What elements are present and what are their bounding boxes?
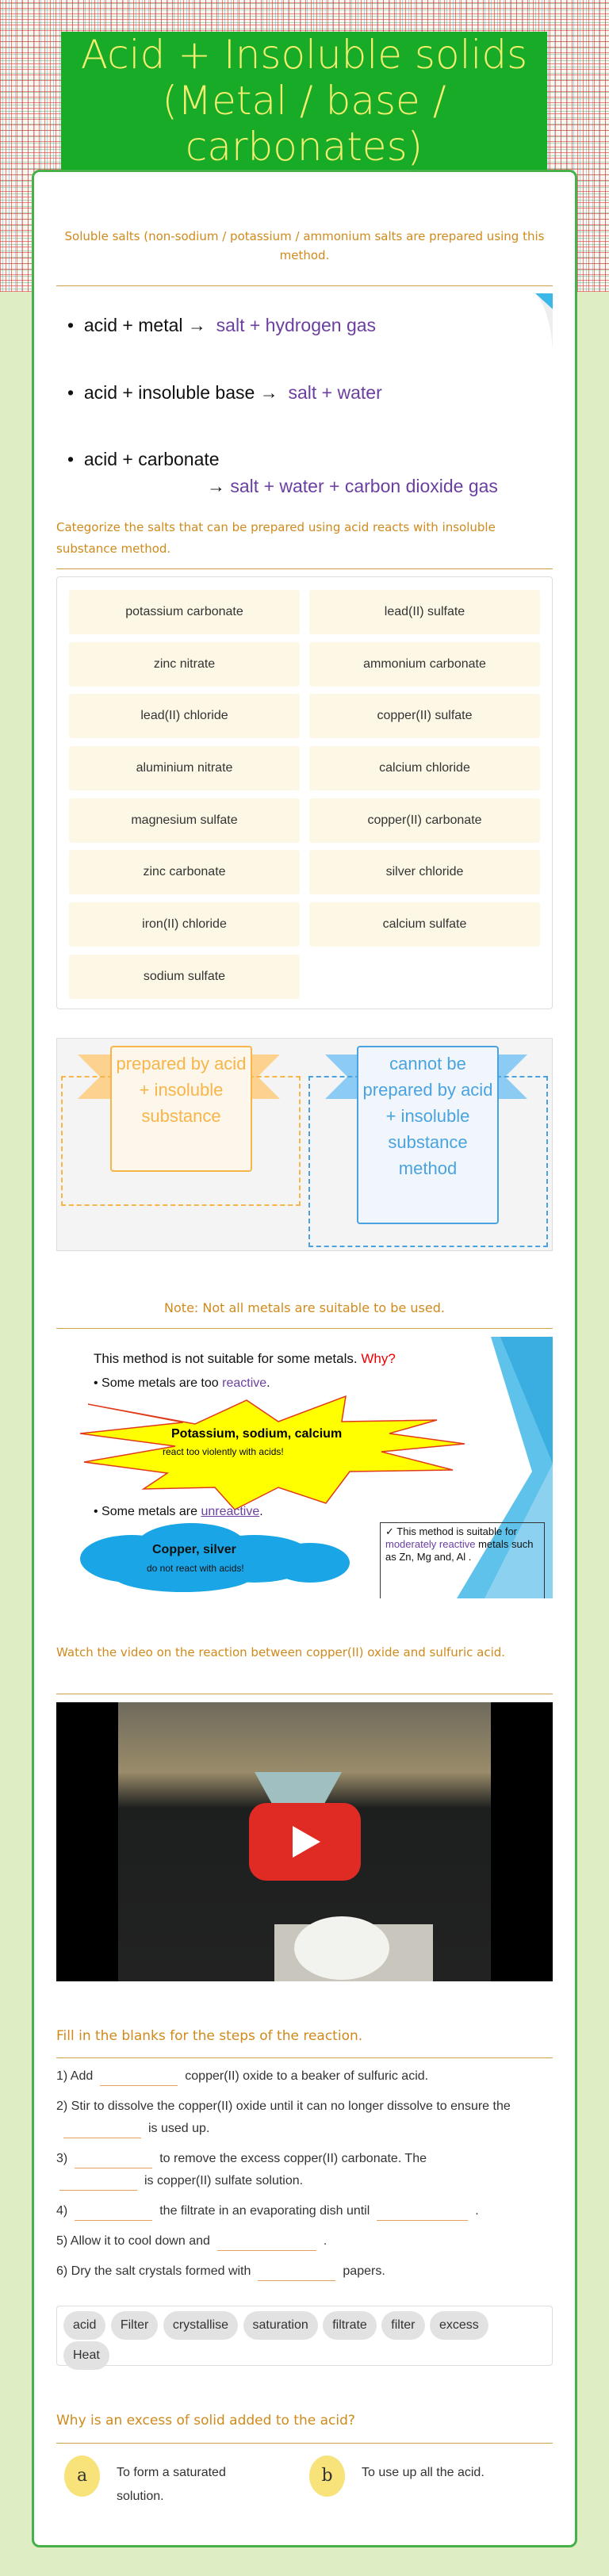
divider — [56, 1328, 553, 1329]
video-player[interactable] — [56, 1702, 553, 1981]
bucket-label-cannot: cannot be prepared by acid + insoluble substance method — [357, 1046, 499, 1224]
intro-heading: Soluble salts (non-sodium / potassium / ammonium salts are prepared using this method. — [64, 229, 545, 262]
metals-slide-image — [56, 1337, 553, 1598]
step-4: 4) the filtrate in an evaporating dish until . — [56, 2200, 553, 2222]
salt-card[interactable]: copper(II) carbonate — [309, 798, 540, 843]
salt-card[interactable]: potassium carbonate — [69, 590, 300, 634]
option-b-badge[interactable]: b — [309, 2455, 345, 2497]
salt-card[interactable]: lead(II) chloride — [69, 694, 300, 738]
salt-card[interactable]: sodium sulfate — [69, 955, 300, 999]
video-heading: Watch the video on the reaction between copper(II) oxide and sulfuric acid. — [56, 1645, 506, 1659]
salt-card[interactable]: copper(II) sulfate — [309, 694, 540, 738]
question-heading: Why is an excess of solid added to the acid? — [56, 2413, 355, 2429]
salt-card[interactable]: magnesium sulfate — [69, 798, 300, 843]
word-bank — [56, 2306, 553, 2366]
slide-bullet-unreactive: • Some metals are unreactive. — [94, 1505, 263, 1518]
blank-input[interactable] — [75, 2153, 152, 2168]
salt-card[interactable]: calcium sulfate — [309, 902, 540, 947]
cloud-title: Copper, silver — [152, 1543, 236, 1556]
word-chip[interactable]: crystallise — [163, 2311, 238, 2340]
salt-card[interactable]: lead(II) sulfate — [309, 590, 540, 634]
divider — [56, 568, 553, 569]
divider — [56, 285, 553, 286]
fill-in-blanks — [56, 2065, 553, 2291]
categorize-heading: Categorize the salts that can be prepared using acid reacts with insoluble substance method. — [56, 520, 496, 556]
blank-input[interactable] — [100, 2070, 178, 2086]
equations-image — [56, 293, 553, 496]
category-buckets — [56, 1038, 553, 1251]
salt-card[interactable]: calcium chloride — [309, 746, 540, 790]
play-icon — [249, 1803, 361, 1881]
step-1: 1) Add copper(II) oxide to a beaker of sulfuric acid. — [56, 2065, 553, 2088]
option-b-text[interactable]: To use up all the acid. — [362, 2466, 485, 2479]
word-chip[interactable]: excess — [430, 2311, 488, 2340]
play-button[interactable] — [249, 1803, 361, 1881]
fill-heading: Fill in the blanks for the steps of the reaction. — [56, 2028, 363, 2044]
step-5: 5) Allow it to cool down and . — [56, 2230, 553, 2253]
equation-carbonate: • acid + carbonate — [67, 449, 220, 469]
salt-card[interactable]: iron(II) chloride — [69, 902, 300, 947]
page-curl-icon — [530, 293, 553, 349]
word-chip[interactable]: Filter — [111, 2311, 159, 2340]
suitable-metals-box: ✓ This method is suitable for moderately reactive metals such as Zn, Mg and, Al . — [380, 1522, 545, 1598]
title-line: carbonates) — [185, 124, 423, 170]
title-line: (Metal / base / — [162, 78, 446, 124]
slide-question: This method is not suitable for some metals. Why? — [94, 1351, 396, 1366]
salt-card[interactable]: silver chloride — [309, 850, 540, 894]
bucket-label-can: prepared by acid + insoluble substance — [110, 1046, 252, 1172]
equation-carbonate-products: → salt + water + carbon dioxide gas — [207, 476, 498, 496]
salt-card[interactable]: aluminium nitrate — [69, 746, 300, 790]
option-a-badge[interactable]: a — [64, 2455, 100, 2497]
equation-base: • acid + insoluble base → salt + water — [67, 382, 382, 403]
word-chip[interactable]: saturation — [243, 2311, 318, 2340]
salt-card[interactable]: ammonium carbonate — [309, 642, 540, 687]
blank-input[interactable] — [258, 2265, 335, 2281]
note-heading: Note: Not all metals are suitable to be used. — [164, 1300, 445, 1315]
step-3: 3) to remove the excess copper(II) carbonate. The is copper(II) sulfate solution. — [56, 2148, 553, 2192]
word-chip[interactable]: acid — [63, 2311, 105, 2340]
title-line: Acid + Insoluble solids — [80, 32, 528, 78]
equation-metal: • acid + metal → salt + hydrogen gas — [67, 315, 377, 335]
step-2: 2) Stir to dissolve the copper(II) oxide until it can no longer dissolve to ensure theis used up. — [56, 2096, 553, 2140]
cloud-subtitle: do not react with acids! — [147, 1563, 244, 1574]
divider — [56, 2057, 553, 2058]
step-6: 6) Dry the salt crystals formed with papers. — [56, 2260, 553, 2283]
burst-title: Potassium, sodium, calcium — [171, 1427, 343, 1441]
blank-input[interactable] — [217, 2235, 316, 2251]
blank-input[interactable] — [377, 2205, 468, 2221]
evaporating-dish — [294, 1916, 389, 1980]
slide-bullet-reactive: • Some metals are too reactive. — [94, 1376, 270, 1390]
word-chip[interactable]: Heat — [63, 2341, 109, 2370]
word-chip[interactable]: filtrate — [323, 2311, 377, 2340]
salt-card[interactable]: zinc carbonate — [69, 850, 300, 894]
blank-input[interactable] — [59, 2175, 137, 2191]
salt-cards-pool — [56, 576, 553, 1009]
blank-input[interactable] — [63, 2122, 141, 2138]
blank-input[interactable] — [75, 2205, 152, 2221]
divider — [56, 2443, 553, 2444]
word-chip[interactable]: filter — [381, 2311, 424, 2340]
page-title — [61, 32, 547, 170]
burst-subtitle: react too violently with acids! — [163, 1446, 284, 1457]
salt-card[interactable]: zinc nitrate — [69, 642, 300, 687]
option-a-text[interactable]: To form a saturated solution. — [117, 2466, 226, 2503]
